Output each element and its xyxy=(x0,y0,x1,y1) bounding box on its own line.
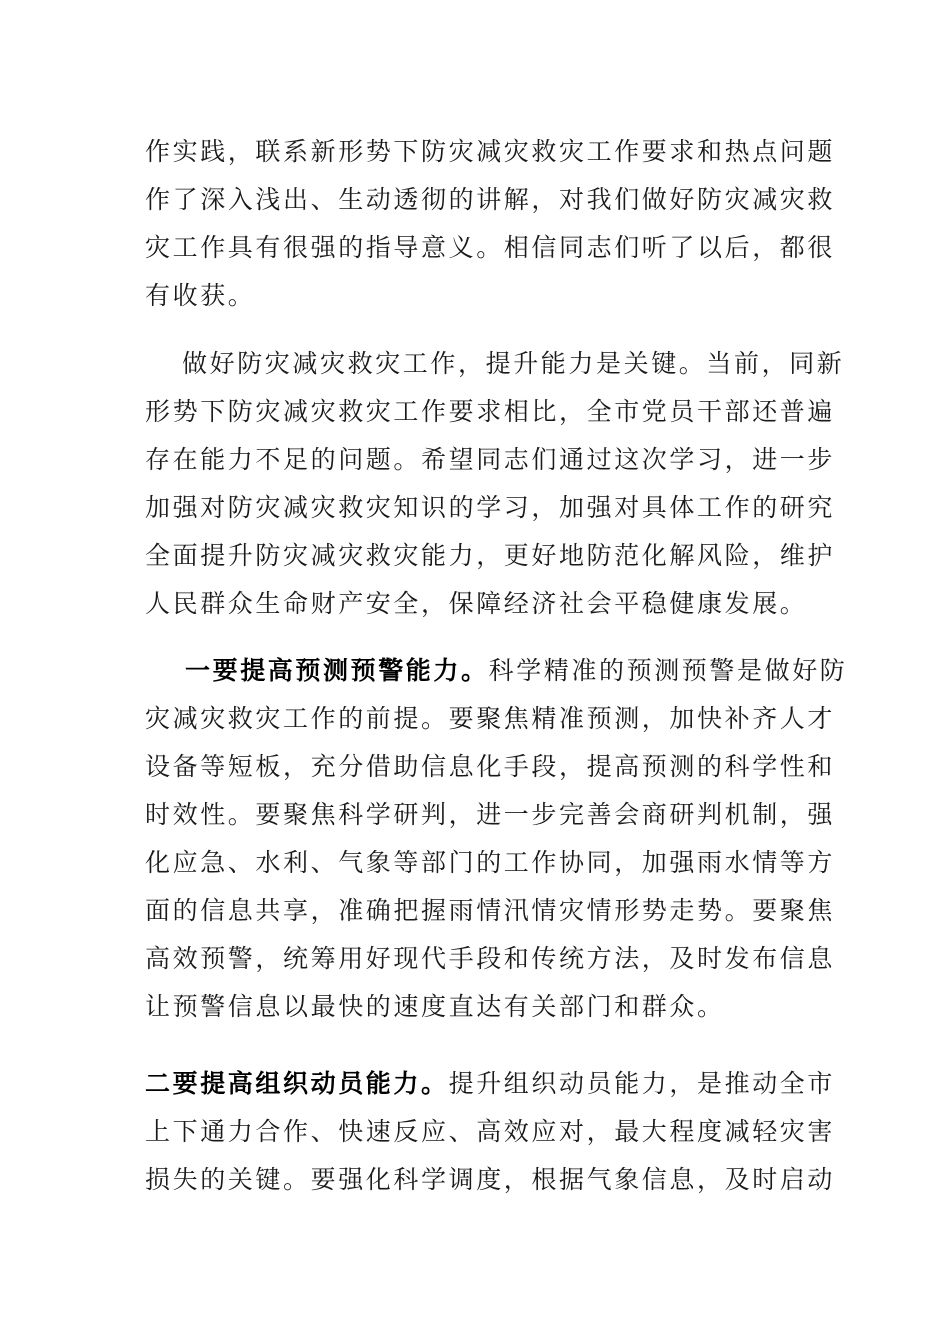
text-line: 做好防灾减灾救灾工作，提升能力是关键。当前，同新 xyxy=(182,349,845,378)
text-line: 设备等短板，充分借助信息化手段，提高预测的科学性和 xyxy=(145,752,836,781)
text-line: 面的信息共享，准确把握雨情汛情灾情形势走势。要聚焦 xyxy=(145,896,836,925)
text-span: 科学精准的预测预警是做好防 xyxy=(488,656,848,685)
text-line: 全面提升防灾减灾救灾能力，更好地防范化解风险，维护 xyxy=(145,541,836,570)
text-line: 存在能力不足的问题。希望同志们通过这次学习，进一步 xyxy=(145,445,836,474)
text-line: 作了深入浅出、生动透彻的讲解，对我们做好防灾减灾救 xyxy=(145,185,836,214)
section-heading: 二要提高组织动员能力。 xyxy=(145,1069,449,1098)
text-line xyxy=(145,1060,836,1108)
text-line: 灾工作具有很强的指导意义。相信同志们听了以后，都很 xyxy=(145,233,836,262)
text-line xyxy=(145,647,848,695)
text-line: 损失的关键。要强化科学调度，根据气象信息，及时启动 xyxy=(145,1165,836,1194)
text-line: 时效性。要聚焦科学研判，进一步完善会商研判机制，强 xyxy=(145,800,836,829)
text-line: 让预警信息以最快的速度直达有关部门和群众。 xyxy=(145,992,725,1021)
section-heading: 一要提高预测预警能力。 xyxy=(185,656,489,685)
text-line: 形势下防灾减灾救灾工作要求相比，全市党员干部还普遍 xyxy=(145,397,836,426)
paragraph-closing-remarks xyxy=(145,128,836,320)
text-line: 高效预警，统筹用好现代手段和传统方法，及时发布信息 xyxy=(145,944,836,973)
paragraph-capability-key xyxy=(145,340,845,628)
text-line: 灾减灾救灾工作的前提。要聚焦精准预测，加快补齐人才 xyxy=(145,704,836,733)
text-line: 化应急、水利、气象等部门的工作协同，加强雨水情等方 xyxy=(145,848,836,877)
paragraph-mobilization xyxy=(145,1060,836,1204)
text-line: 有收获。 xyxy=(145,281,256,310)
text-line: 人民群众生命财产安全，保障经济社会平稳健康发展。 xyxy=(145,589,808,618)
paragraph-forecast-warning xyxy=(145,647,848,1031)
text-span: 提升组织动员能力，是推动全市 xyxy=(448,1069,836,1098)
text-line: 作实践，联系新形势下防灾减灾救灾工作要求和热点问题 xyxy=(145,137,836,166)
text-line: 上下通力合作、快速反应、高效应对，最大程度减轻灾害 xyxy=(145,1117,836,1146)
text-line: 加强对防灾减灾救灾知识的学习，加强对具体工作的研究 xyxy=(145,493,836,522)
